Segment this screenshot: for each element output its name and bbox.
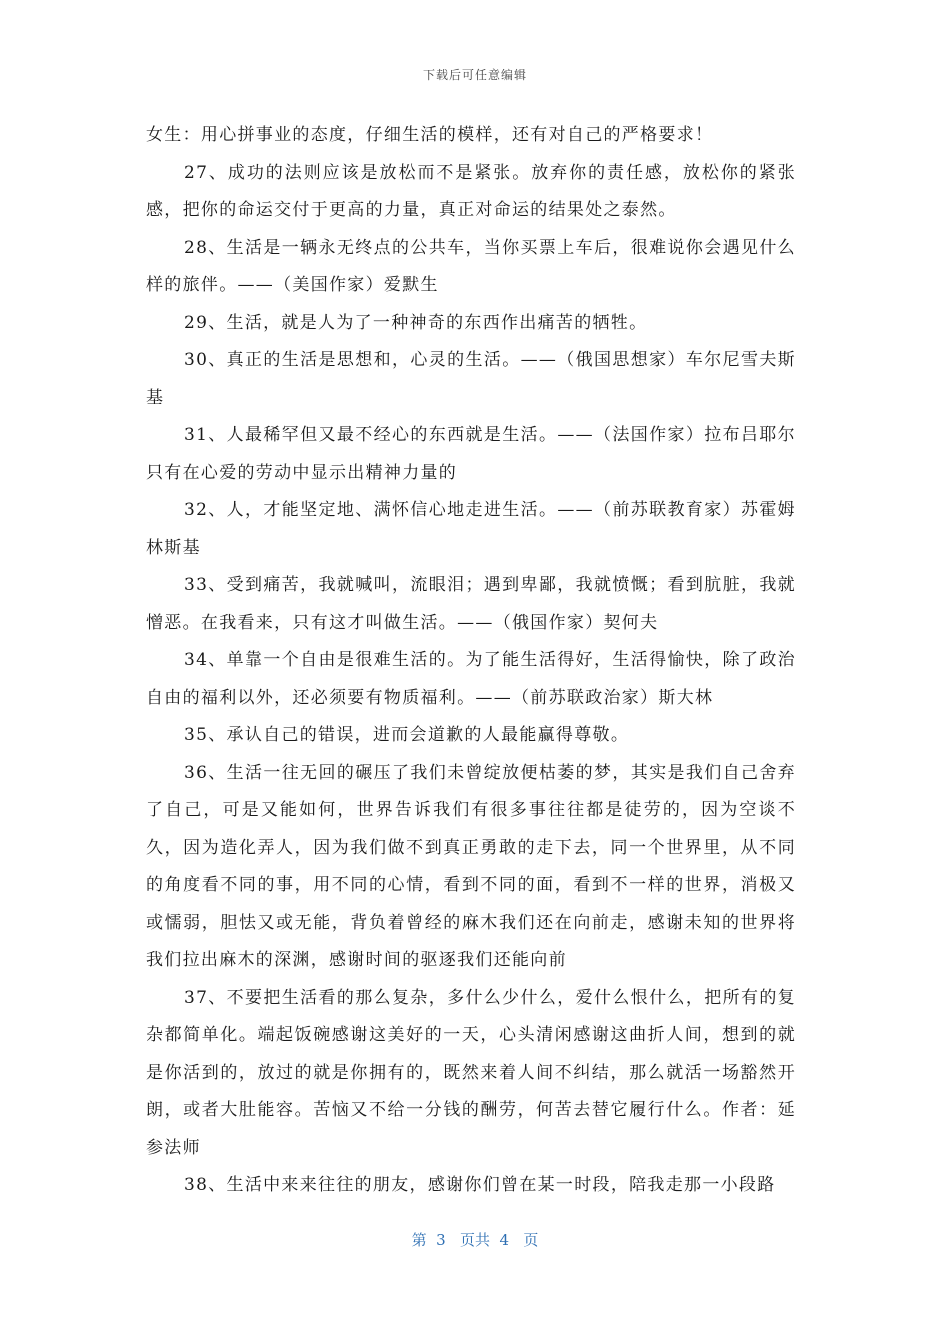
paragraph: 30、真正的生活是思想和，心灵的生活。——（俄国思想家）车尔尼雪夫斯基 bbox=[146, 350, 796, 408]
page-header: 下载后可任意编辑 bbox=[422, 68, 527, 82]
paragraph: 27、成功的法则应该是放松而不是紧张。放弃你的责任感，放松你的紧张感，把你的命运交付于更高的力量，真正对命运的结果处之泰然。 bbox=[146, 162, 796, 220]
paragraph: 37、不要把生活看的那么复杂，多什么少什么，爱什么恨什么，把所有的复杂都简单化。端起饭碗感谢这美好的一天，心头清闲感谢这曲折人间，想到的就是你活到的，放过的就是你拥有的，既然来着人间不纠结，那么就活一场豁然开朗，或者大肚能容。苦恼又不给一分钱的酬劳，何苦去替它履行什么。作者：延参法师 bbox=[146, 987, 796, 1158]
paragraph: 女生：用心拼事业的态度，仔细生活的模样，还有对自己的严格要求！ bbox=[146, 125, 714, 145]
paragraph: 31、人最稀罕但又最不经心的东西就是生活。——（法国作家）拉布吕耶尔只有在心爱的劳动中显示出精神力量的 bbox=[146, 425, 796, 483]
paragraph: 28、生活是一辆永无终点的公共车，当你买票上车后，很难说你会遇见什么样的旅伴。——（美国作家）爱默生 bbox=[146, 237, 796, 295]
paragraph: 34、单靠一个自由是很难生活的。为了能生活得好，生活得愉快，除了政治自由的福利以外，还必须要有物质福利。——（前苏联政治家）斯大林 bbox=[146, 650, 796, 708]
document-body bbox=[146, 117, 796, 1205]
paragraph: 38、生活中来来往往的朋友，感谢你们曾在某一时段，陪我走那一小段路 bbox=[184, 1175, 776, 1195]
page-number-footer: 第 3 页共 4 页 bbox=[411, 1231, 539, 1249]
paragraph: 35、承认自己的错误，进而会道歉的人最能赢得尊敬。 bbox=[184, 725, 630, 745]
paragraph: 36、生活一往无回的碾压了我们未曾绽放便枯萎的梦，其实是我们自己舍弃了自己，可是又能如何，世界告诉我们有很多事往往都是徒劳的，因为空谈不久，因为造化弄人，因为我们做不到真正勇敢的走下去，同一个世界里，从不同的角度看不同的事，用不同的心情，看到不同的面，看到不一样的世界，消极又或懦弱，胆怯又或无能，背负着曾经的麻木我们还在向前走，感谢未知的世界将我们拉出麻木的深渊，感谢时间的驱逐我们还能向前 bbox=[146, 762, 796, 970]
paragraph: 33、受到痛苦，我就喊叫，流眼泪；遇到卑鄙，我就愤慨；看到肮脏，我就憎恶。在我看来，只有这才叫做生活。——（俄国作家）契何夫 bbox=[146, 575, 796, 633]
paragraph: 29、生活，就是人为了一种神奇的东西作出痛苦的牺牲。 bbox=[184, 312, 648, 333]
paragraph: 32、人，才能坚定地、满怀信心地走进生活。——（前苏联教育家）苏霍姆林斯基 bbox=[146, 500, 796, 558]
